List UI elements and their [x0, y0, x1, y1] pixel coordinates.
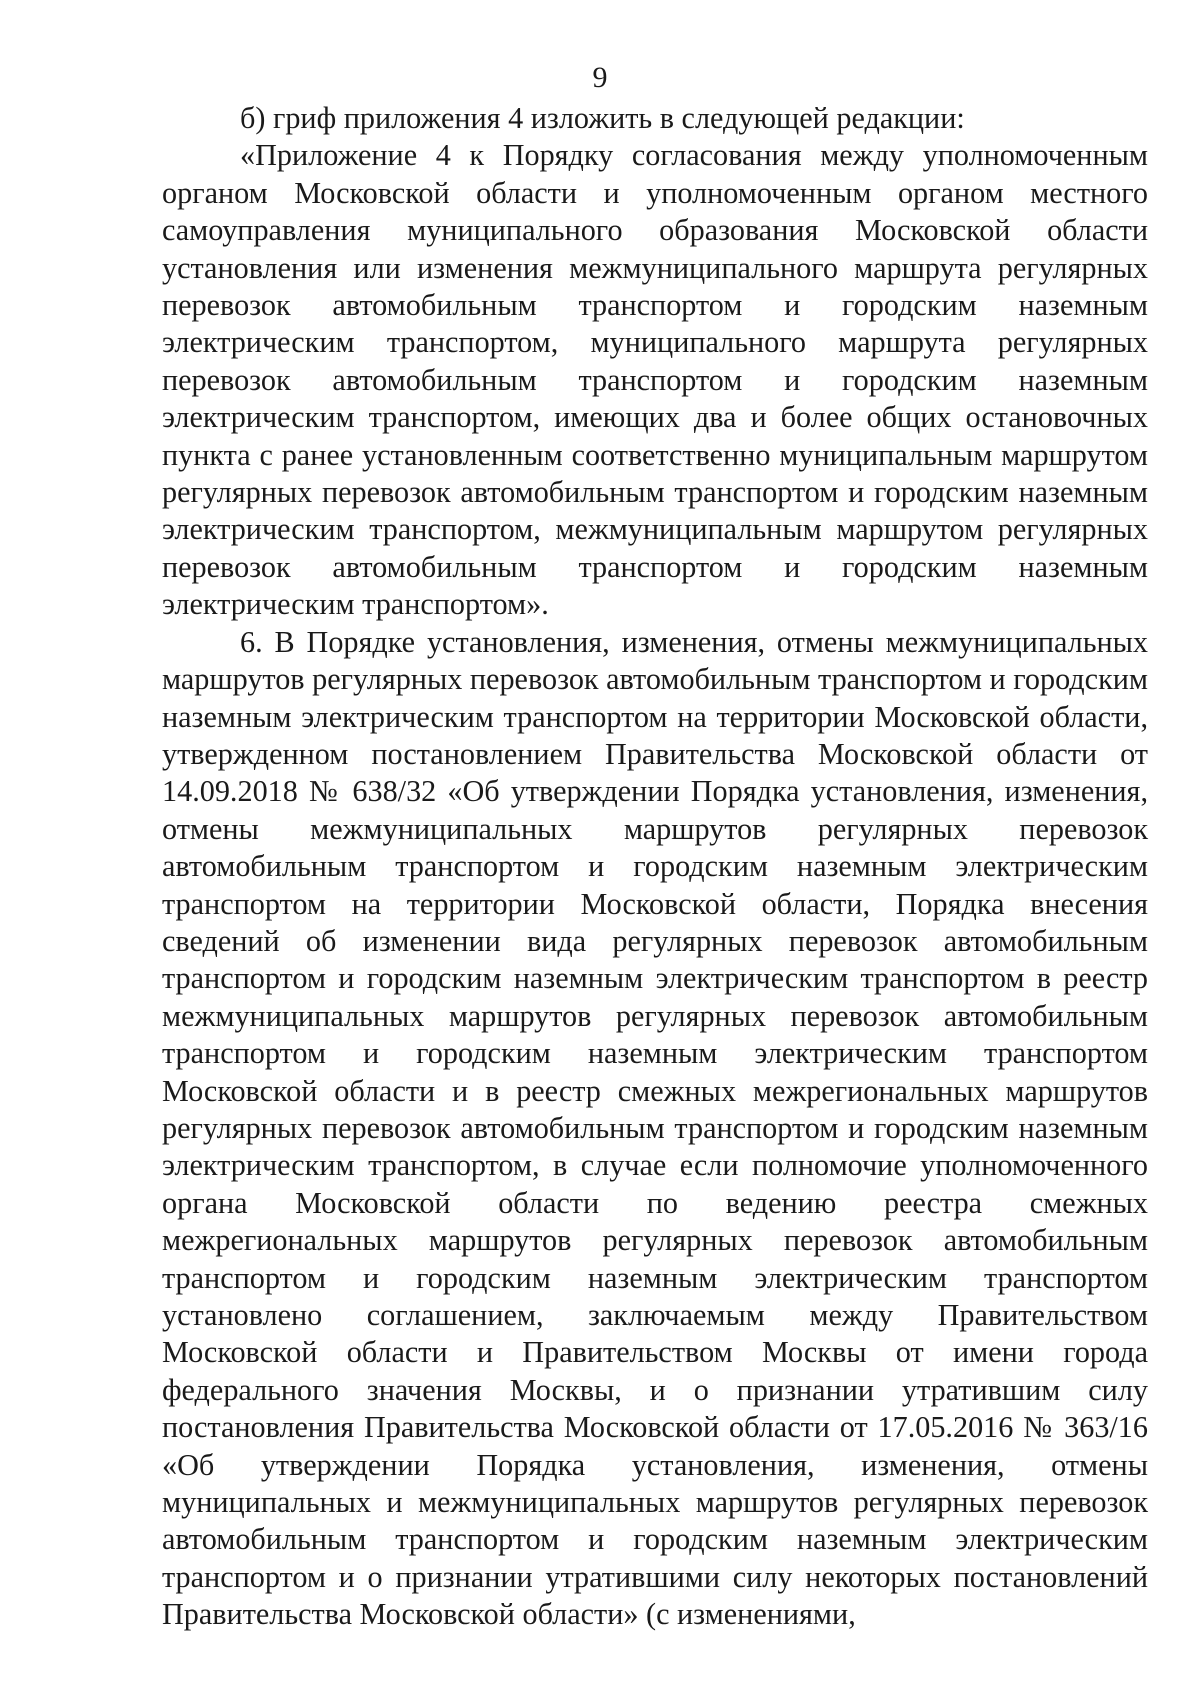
- paragraph-appendix-4-heading: «Приложение 4 к Порядку согласования между уполномоченным органом Московской области и уполномоченным органом местного самоуправления муниципального образования Московской области установления или изменения межмуниципального маршрута регулярных перевозок автомобильным транспортом и городским наземным электрическим транспортом, муниципального маршрута регулярных перевозок автомобильным транспортом и городским наземным электрическим транспортом, имеющих два и более общих остановочных пункта с ранее установленным соответственно муниципальным маршрутом регулярных перевозок автомобильным транспортом и городским наземным электрическим транспортом, межмуниципальным маршрутом регулярных перевозок автомобильным транспортом и городским наземным электрическим транспортом».: [162, 138, 1148, 622]
- page-number: 9: [592, 61, 608, 94]
- paragraph-section-6: 6. В Порядке установления, изменения, отмены межмуниципальных маршрутов регулярных перевозок автомобильным транспортом и городским наземным электрическим транспортом на территории Московской области, утвержденном постановлением Правительства Московской области от 14.09.2018 № 638/32 «Об утверждении Порядка установления, изменения, отмены межмуниципальных маршрутов регулярных перевозок автомобильным транспортом и городским наземным электрическим транспортом на территории Московской области, Порядка внесения сведений об изменении вида регулярных перевозок автомобильным транспортом и городским наземным электрическим транспортом в реестр межмуниципальных маршрутов регулярных перевозок автомобильным транспортом и городским наземным электрическим транспортом Московской области и в реестр смежных межрегиональных маршрутов регулярных перевозок автомобильным транспортом и городским наземным электрическим транспортом, в случае если полномочие уполномоченного органа Московской области по ведению реестра смежных межрегиональных маршрутов регулярных перевозок автомобильным транспортом и городским наземным электрическим транспортом установлено соглашением, заключаемым между Правительством Московской области и Правительством Москвы от имени города федерального значения Москвы, и о признании утратившим силу постановления Правительства Московской области от 17.05.2016 № 363/16 «Об утверждении Порядка установления, изменения, отмены муниципальных и межмуниципальных маршрутов регулярных перевозок автомобильным транспортом и городским наземным электрическим транспортом и о признании утратившими силу некоторых постановлений Правительства Московской области» (с изменениями,: [162, 624, 1148, 1632]
- document-body: [162, 100, 1148, 1634]
- paragraph-amendment-b: б) гриф приложения 4 изложить в следующей редакции:: [240, 101, 965, 135]
